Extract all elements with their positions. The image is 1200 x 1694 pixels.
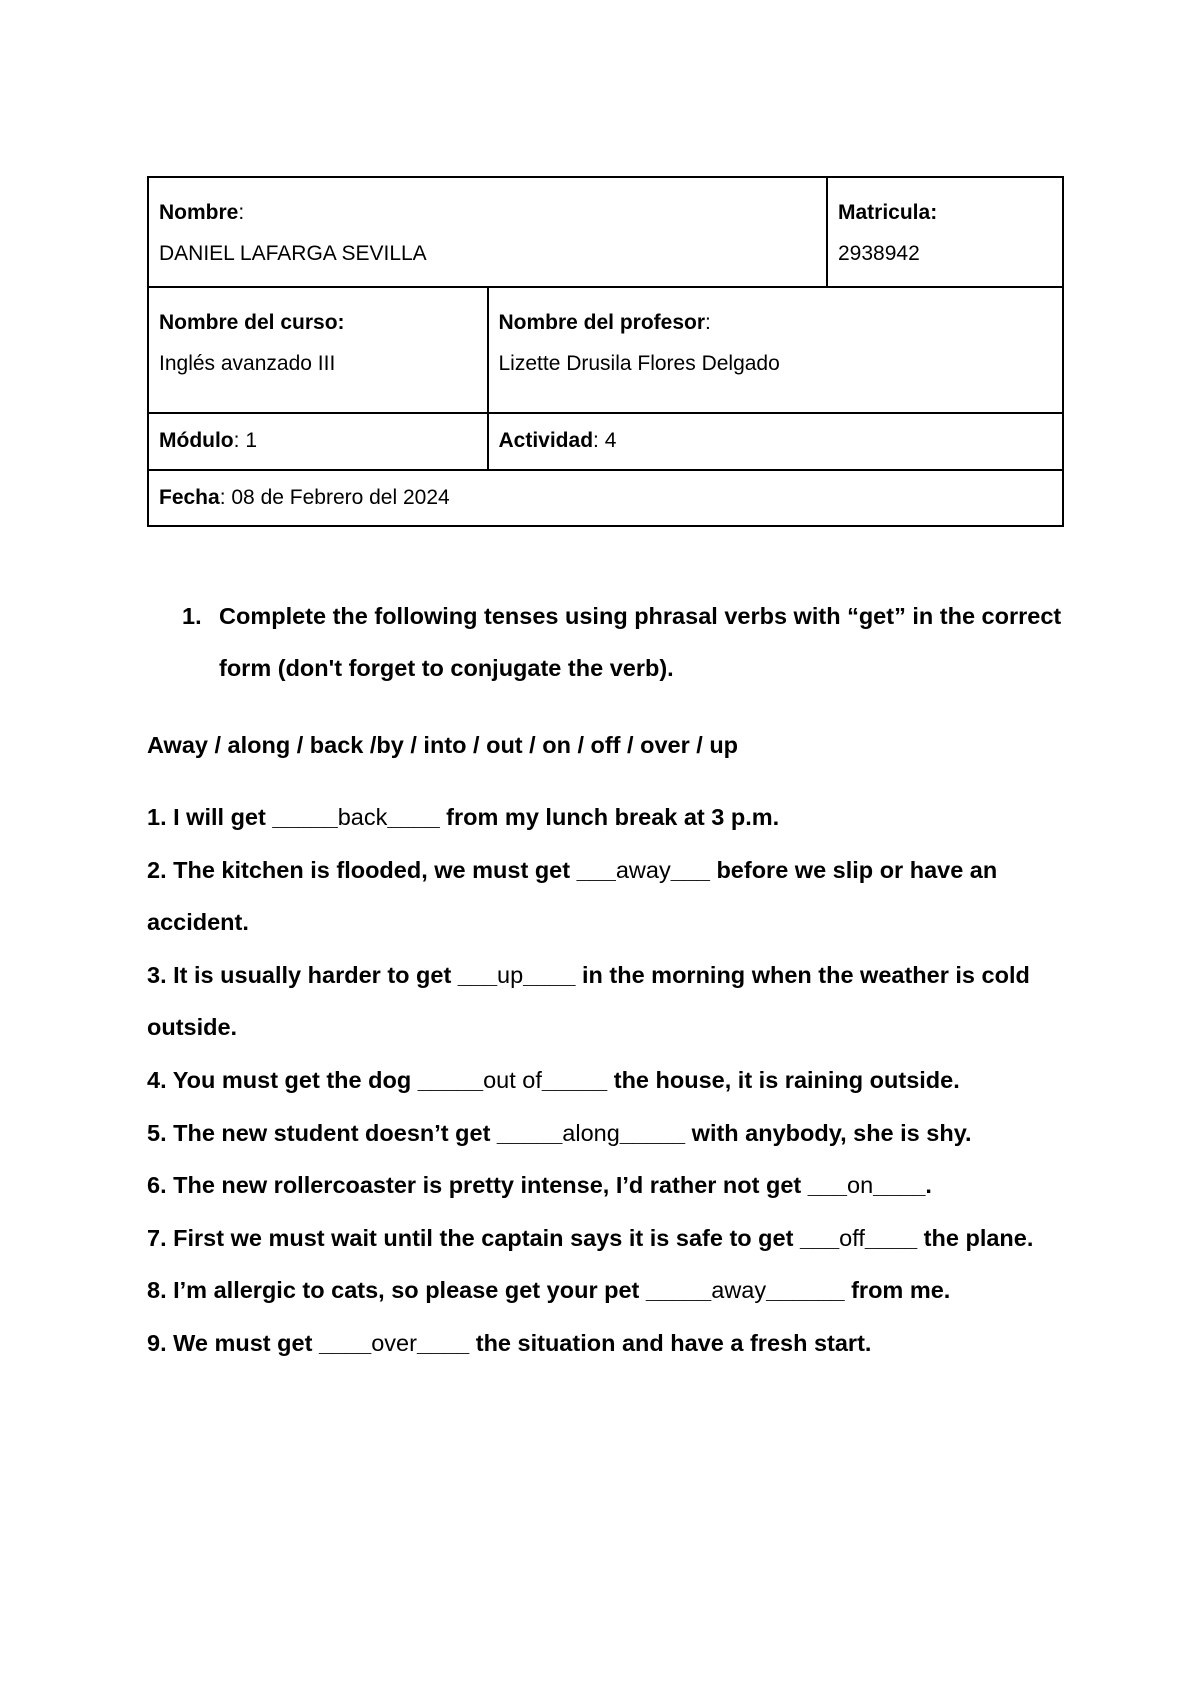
word-bank: Away / along / back /by / into / out / on / off / over / up — [147, 732, 739, 758]
exercise-text: . — [925, 1172, 932, 1199]
blank-line: ___ — [576, 856, 616, 883]
instruction-text: Complete the following tenses using phrasal verbs with “get” in the correct form (don't forget to conjugate the verb). — [219, 603, 1062, 681]
student-info-table — [147, 176, 1064, 527]
answer-text: away — [711, 1277, 767, 1304]
exercise-item — [147, 1212, 1077, 1265]
answer-text: along — [562, 1119, 620, 1146]
actividad-cell: Actividad: 4 — [488, 413, 1064, 470]
nombre-label: Nombre — [159, 201, 239, 224]
exercise-text: the house, it is raining outside. — [607, 1066, 960, 1093]
exercise-text: 1. I will get — [147, 804, 273, 830]
exercise-item — [147, 1317, 1077, 1370]
exercise-item — [147, 1107, 1077, 1160]
exercise-item — [147, 844, 1077, 949]
modulo-value: 1 — [245, 429, 257, 452]
exercise-text: before we slip or have an accident. — [147, 856, 998, 936]
matricula-label: Matricula: — [838, 201, 938, 224]
answer-text: up — [497, 961, 524, 988]
exercise-text: in the morning when the weather is cold outside. — [147, 961, 1030, 1041]
instruction-number: 1. — [182, 603, 202, 629]
exercise-item — [147, 1264, 1077, 1317]
answer-text: away — [615, 856, 671, 883]
answer-text: over — [371, 1329, 417, 1356]
matricula-value: 2938942 — [838, 242, 920, 265]
fecha-cell: Fecha: 08 de Febrero del 2024 — [148, 470, 1063, 526]
blank-line: _____ — [619, 1119, 686, 1146]
blank-line: _____ — [496, 1119, 563, 1146]
exercise-item — [147, 1159, 1077, 1212]
curso-label: Nombre del curso: — [159, 311, 345, 334]
matricula-cell — [827, 177, 1063, 287]
exercise-text: 4. You must get the dog — [147, 1066, 418, 1093]
blank-line: ____ — [416, 1329, 470, 1356]
curso-cell — [148, 287, 488, 413]
exercise-text: 8. I’m allergic to cats, so please get your pet — [147, 1277, 646, 1304]
exercise-list — [147, 791, 1077, 1370]
exercise-text: 5. The new student doesn’t get — [147, 1119, 497, 1146]
blank-line: ____ — [873, 1172, 926, 1199]
exercise-text: 6. The new rollercoaster is pretty intense, I’d rather not get — [147, 1172, 808, 1199]
profesor-value: Lizette Drusila Flores Delgado — [498, 352, 780, 375]
blank-line: ____ — [523, 961, 576, 988]
exercise-text: from me. — [844, 1277, 951, 1304]
exercise-text: the situation and have a fresh start. — [469, 1329, 872, 1356]
exercise-item — [147, 791, 1077, 844]
exercise-text: 3. It is usually harder to get — [147, 961, 458, 988]
modulo-cell: Módulo: 1 — [148, 413, 488, 470]
exercise-text: the plane. — [917, 1224, 1034, 1251]
profesor-cell: Nombre del profesor: Lizette Drusila Flores Delgado — [488, 287, 1064, 413]
instruction-item — [182, 590, 1062, 694]
actividad-label: Actividad — [498, 429, 594, 452]
blank-line: ___ — [799, 1224, 840, 1251]
blank-line: _____ — [272, 804, 338, 830]
modulo-label: Módulo — [159, 429, 234, 452]
exercise-item — [147, 949, 1077, 1054]
curso-value: Inglés avanzado III — [159, 352, 336, 375]
exercise-text: from my lunch break at 3 p.m. — [439, 804, 780, 830]
blank-line: ___ — [807, 1172, 847, 1199]
exercise-text: with anybody, she is shy. — [685, 1119, 972, 1146]
answer-text: off — [839, 1224, 865, 1251]
answer-text: out of — [483, 1066, 542, 1093]
exercise-text: 9. We must get — [147, 1329, 319, 1356]
nombre-cell: Nombre: DANIEL LAFARGA SEVILLA — [148, 177, 827, 287]
exercise-text: 2. The kitchen is flooded, we must get — [147, 856, 577, 883]
exercise-item — [147, 1054, 1077, 1107]
blank-line: _____ — [417, 1066, 484, 1093]
answer-text: on — [847, 1172, 874, 1199]
blank-line: ___ — [457, 961, 498, 988]
nombre-value: DANIEL LAFARGA SEVILLA — [159, 242, 427, 265]
blank-line: _____ — [645, 1277, 712, 1304]
profesor-label: Nombre del profesor — [498, 311, 706, 334]
blank-line: ____ — [387, 804, 440, 830]
fecha-value: 08 de Febrero del 2024 — [231, 486, 450, 509]
actividad-value: 4 — [604, 429, 617, 452]
blank-line: _____ — [541, 1066, 608, 1093]
fecha-label: Fecha — [159, 486, 220, 509]
answer-text: back — [337, 804, 388, 830]
blank-line: ___ — [670, 856, 710, 883]
exercise-text: 7. First we must wait until the captain says it is safe to get — [147, 1224, 800, 1251]
blank-line: ____ — [318, 1329, 372, 1356]
blank-line: ______ — [766, 1277, 845, 1304]
blank-line: ____ — [864, 1224, 918, 1251]
